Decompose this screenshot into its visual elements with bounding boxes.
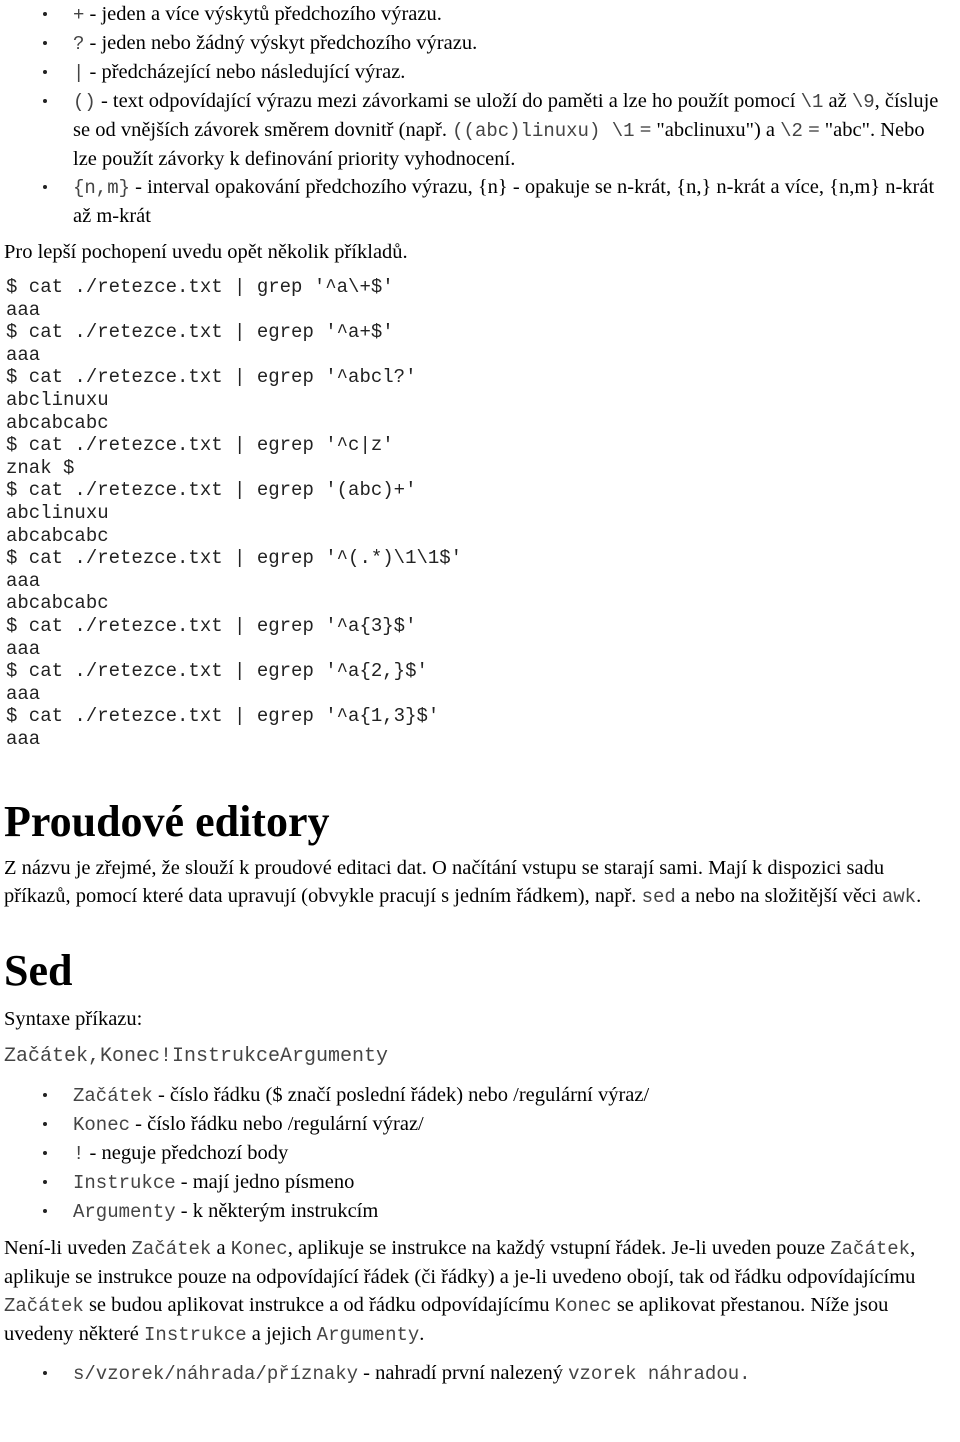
inline-code: Konec [230, 1238, 288, 1261]
list-item [0, 58, 960, 87]
inline-code: Argumenty [73, 1201, 176, 1224]
inline-code: awk [881, 886, 917, 909]
inline-code: vzorek náhradou. [568, 1363, 751, 1386]
item-text: - jeden nebo žádný výskyt předchozího výrazu. [84, 32, 478, 54]
item-text: - interval opakování předchozího výrazu, {n} - opakuje se n-krát, {n,} n-krát a více, {n,m} n-krát až m-krát [73, 176, 935, 227]
paragraph-text: . [916, 885, 922, 908]
list-item [0, 1197, 960, 1226]
list-item [0, 1081, 960, 1110]
paragraph-text: a [211, 1237, 231, 1260]
inline-code: {n,m} [73, 177, 131, 199]
list-item [0, 87, 960, 173]
item-text: - číslo řádku nebo /regulární výraz/ [130, 1113, 424, 1136]
inline-code: Argumenty [316, 1324, 420, 1347]
paragraph-text: . [419, 1323, 425, 1346]
inline-code: \9 [851, 91, 875, 113]
list-item [0, 1110, 960, 1139]
item-text: - předcházející nebo následující výraz. [84, 61, 406, 83]
item-text: - k některým instrukcím [175, 1200, 379, 1223]
item-text: = "abc". Nebo lze použít závorky k definování priority vyhodnocení. [73, 119, 925, 170]
list-item [0, 173, 960, 230]
item-text: - neguje předchozí body [84, 1142, 289, 1165]
inline-code: \1 [800, 91, 824, 113]
instructions-list [0, 1359, 960, 1388]
inline-code: () [73, 91, 96, 113]
inline-code: Instrukce [73, 1172, 176, 1195]
item-text: - jeden a více výskytů předchozího výrazu. [84, 3, 442, 25]
paragraph-text: a jejich [246, 1323, 317, 1346]
paragraph-text: , aplikuje se instrukce na každý vstupní řádek. Je-li uveden pouze [287, 1237, 831, 1260]
paragraph-text: se aplikovat přestanou. Níže jsou uvedeny některé [4, 1294, 889, 1346]
paragraph-text: , aplikuje se instrukce pouze na odpovídající řádek (či řádky) a je-li uvedeno obojí, tak od řádku odpovídajícímu [4, 1237, 916, 1289]
inline-code: Konec [73, 1114, 131, 1137]
paragraph-text: Není-li uveden [4, 1237, 132, 1260]
list-item [0, 29, 960, 58]
inline-code: Začátek [131, 1238, 212, 1261]
inline-code: ((abc)linuxu) \1 [452, 120, 635, 142]
inline-code: ? [73, 33, 85, 55]
inline-code: s/vzorek/náhrada/příznaky [73, 1363, 359, 1386]
heading-sed: Sed [4, 946, 73, 996]
inline-code: Začátek [830, 1238, 911, 1261]
syntax-label: Syntaxe příkazu: [4, 1008, 143, 1031]
inline-code: Začátek [4, 1295, 84, 1318]
regex-operators-list [0, 0, 960, 230]
intro-paragraph: Pro lepší pochopení uvedu opět několik příkladů. [4, 241, 408, 263]
examples-code-block: $ cat ./retezce.txt | grep '^a\+$' aaa $ cat ./retezce.txt | egrep '^a+$' aaa $ cat ./retezce.txt | egrep '^abcl?' abclinuxu abcabcabc $ cat ./retezce.txt | egrep '^c|z' znak $ $ cat ./retezce.txt | egrep '(abc)+' abclinuxu abcabcabc $ cat ./retezce.txt | egrep '^(.*)\1\1$' aaa abcabcabc $ cat ./retezce.txt | egrep '^a{3}$' aaa $ cat ./retezce.txt | egrep '^a{2,}$' aaa $ cat ./retezce.txt | egrep '^a{1,3}$' aaa [6, 276, 463, 750]
inline-code: Instrukce [144, 1324, 247, 1347]
syntax-code: Začátek,Konec!InstrukceArgumenty [4, 1045, 389, 1069]
list-item [0, 0, 960, 29]
list-item [0, 1139, 960, 1168]
paragraph-range-explanation [0, 1234, 960, 1349]
inline-code: ! [73, 1143, 85, 1166]
inline-code: + [73, 4, 85, 26]
syntax-parts-list [0, 1081, 960, 1226]
list-item [0, 1168, 960, 1197]
item-text: - text odpovídající výrazu mezi závorkami se uloží do paměti a lze ho použít pomocí [95, 90, 801, 112]
inline-code: sed [641, 886, 676, 909]
paragraph-text: Z názvu je zřejmé, že slouží k proudové editaci dat. O načítání vstupu se starají sami. Mají k dispozici sadu příkazů, pomocí které data upravují (obvykle pracují s jedním řádkem), např. [4, 857, 885, 908]
item-text: - číslo řádku ($ značí poslední řádek) nebo /regulární výraz/ [152, 1084, 650, 1107]
item-text: - nahradí první nalezený [358, 1362, 569, 1385]
inline-code: | [73, 62, 85, 84]
inline-code: \2 [780, 120, 803, 142]
inline-code: Začátek [73, 1085, 153, 1108]
item-text: = "abclinuxu") a [634, 119, 781, 141]
paragraph-text: se budou aplikovat instrukce a od řádku odpovídajícímu [83, 1294, 555, 1317]
list-item [0, 1359, 960, 1388]
paragraph-stream-editors [0, 854, 960, 911]
paragraph-text: a nebo na složitější věci [675, 885, 882, 908]
item-text: - mají jedno písmeno [175, 1171, 355, 1194]
item-text: , čísluje se od vnějších závorek směrem dovnitř (např. [73, 90, 939, 141]
inline-code: Konec [554, 1295, 612, 1318]
item-text: až [823, 90, 852, 112]
heading-proudove-editory: Proudové editory [4, 797, 330, 847]
